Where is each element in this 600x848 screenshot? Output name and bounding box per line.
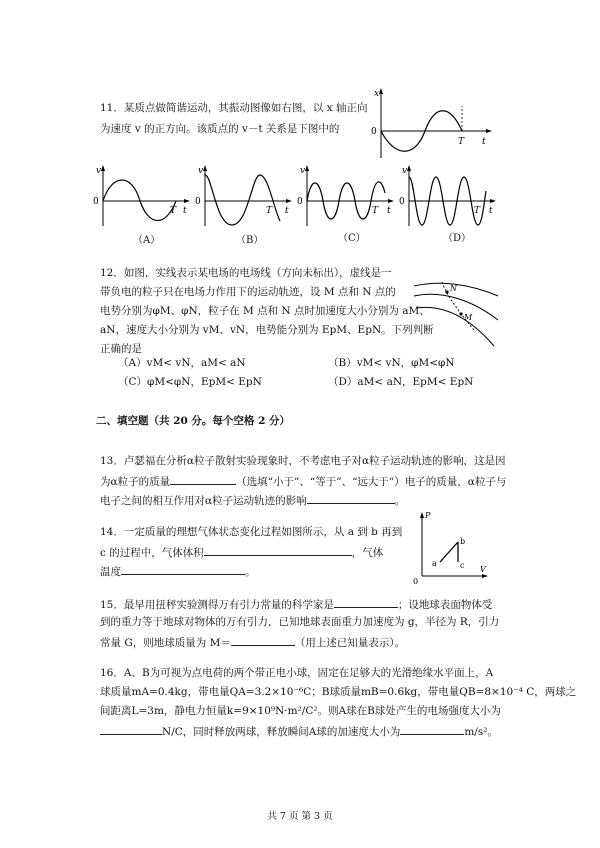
- q13-text-2a: 为α粒子的质量: [100, 476, 171, 488]
- q13-text-3b: 。: [394, 495, 406, 507]
- q14-point-b: b: [460, 537, 466, 546]
- q12-option-b: （B）vM< vN，φM<φN: [328, 357, 455, 369]
- q15-text-1b: ；设地球表面物体受: [397, 599, 493, 611]
- q11-a-origin: 0: [93, 197, 99, 207]
- q11-a-t: t: [183, 206, 187, 216]
- q12-line2: 带负电的粒子只在电场力作用下的运动轨迹，设 M 点和 N 点的: [100, 286, 396, 298]
- section-2-heading: 二、填空题（共 20 分。每个空格 2 分）: [96, 415, 291, 427]
- q12-line4: aN，速度大小分别为 vM、vN，电势能分别为 EpM、EpN。下列判断: [100, 324, 434, 336]
- q16-blank-2[interactable]: [400, 723, 464, 735]
- q16-line3: 间距离L=3m，静电力恒量k=9×10⁹N·m²/C²。则A球在B球处产生的电场强度大小为: [100, 705, 501, 717]
- q14-line2: [100, 544, 383, 560]
- q15-blank-1[interactable]: [334, 596, 398, 608]
- q12-point-n: N: [450, 284, 457, 293]
- q11-option-a-graph: [92, 163, 192, 228]
- q14-p-label: P: [425, 511, 431, 520]
- q13-line3: [100, 492, 405, 508]
- q12-line5: 正确的是: [100, 343, 142, 355]
- q16-blank-1[interactable]: [100, 723, 162, 735]
- q11-option-b-label: （B）: [236, 235, 264, 246]
- q15-blank-2[interactable]: [231, 634, 295, 646]
- q13-line1: 13．卢瑟福在分析α粒子散射实验现象时，不考虑电子对α粒子运动轨迹的影响，这是因: [100, 455, 506, 467]
- q16-line2: 球质量mA=0.4kg，带电量QA=3.2×10⁻⁶C；B球质量mB=0.6kg，带电量QB=8×10⁻⁴ C，两球之: [100, 686, 577, 698]
- q12-line1: 12．如图，实线表示某电场的电场线（方向未标出），虚线是一: [100, 267, 392, 279]
- q15-line1: [100, 596, 492, 612]
- q12-option-a: （A）vM< vN，aM< aN: [118, 357, 246, 369]
- q16-line1: 16．A、B为可视为点电荷的两个带正电小球，固定在足够大的光滑绝缘水平面上，A: [100, 667, 494, 679]
- q11-b-T: T: [266, 206, 273, 216]
- q14-text-3a: 温度: [100, 566, 121, 578]
- q11-option-c-label: （C）: [338, 233, 366, 244]
- q14-point-a: a: [432, 559, 437, 568]
- q15-line3: [100, 634, 405, 650]
- q11-c-origin: 0: [297, 197, 303, 207]
- q14-blank-1[interactable]: [204, 544, 352, 556]
- q13-text-3a: 电子之间的相互作用对α粒子运动轨迹的影响: [100, 495, 307, 507]
- q11-option-d-graph: [398, 163, 498, 228]
- q14-line3: [100, 563, 256, 579]
- q11-displacement-graph: [370, 86, 495, 161]
- q16-text-4b: m/s²。: [464, 726, 498, 738]
- q12-option-d: （D）aM< aN，EpM< EpN: [328, 376, 474, 388]
- q11-a-v-label: v: [96, 166, 102, 176]
- q14-point-c: c: [460, 561, 465, 570]
- q11-d-v-label: v: [402, 166, 408, 176]
- q14-text-3b: 。: [245, 566, 256, 578]
- q12-line3: 电势分别为φM、φN，粒子在 M 点和 N 点时加速度大小分别为 aM、: [100, 305, 430, 317]
- q11-option-a-label: （A）: [133, 235, 161, 246]
- q14-origin: 0: [413, 577, 419, 586]
- q11-d-T: T: [474, 206, 481, 216]
- q11-top-t: t: [482, 137, 486, 147]
- q11-option-d-label: （D）: [443, 233, 472, 244]
- q11-line1: 11．某质点做简谐运动，其振动图像如右图，以 x 轴正向: [100, 102, 368, 114]
- q11-line2: 为速度 v 的正方向。该质点的 v－t 关系是下图中的: [100, 123, 340, 135]
- q12-field-line-figure: [410, 278, 500, 350]
- q11-a-T: T: [170, 206, 177, 216]
- page-footer: 共 7 页 第 3 页: [267, 811, 333, 822]
- q11-c-T: T: [372, 206, 379, 216]
- q11-c-t: t: [387, 206, 391, 216]
- q16-line4: [100, 723, 498, 739]
- q14-v-label: V: [480, 565, 486, 574]
- q11-option-b-graph: [194, 163, 294, 228]
- q11-top-T: T: [458, 137, 465, 147]
- q11-option-c-graph: [296, 163, 396, 228]
- q11-b-t: t: [285, 206, 289, 216]
- q11-top-x-label: x: [374, 89, 380, 99]
- q11-b-v-label: v: [198, 166, 204, 176]
- q16-text-4a: N/C，同时释放两球，释放瞬间A球的加速度大小为: [162, 726, 401, 738]
- q12-point-m: M: [464, 313, 473, 322]
- q15-text-3b: （用上述已知量表示）。: [294, 637, 406, 649]
- q11-d-t: t: [489, 206, 493, 216]
- q14-text-2b: ，气体: [351, 547, 384, 559]
- q14-pv-diagram: [410, 508, 490, 586]
- q13-blank-2[interactable]: [307, 492, 395, 504]
- q15-text-1a: 15．最早用扭秤实验测得万有引力常量的科学家是: [100, 599, 334, 611]
- q13-text-2b: （选填“小于”、“等于”、“远大于”）电子的质量，α粒子与: [236, 476, 507, 488]
- q15-text-3a: 常量 G，则地球质量为 M＝: [100, 637, 231, 649]
- q11-top-origin: 0: [371, 127, 377, 137]
- q13-blank-1[interactable]: [170, 473, 236, 485]
- q14-blank-2[interactable]: [121, 563, 245, 575]
- q11-c-v-label: v: [300, 166, 306, 176]
- q14-text-2a: c 的过程中，气体体积: [100, 547, 204, 559]
- q15-line2: 到的重力等于地球对物体的万有引力，已知地球表面重力加速度为 g，半径为 R，引力: [100, 616, 500, 628]
- q12-option-c: （C）φM<φN，EpM< EpN: [118, 376, 262, 388]
- q14-line1: 14．一定质量的理想气体状态变化过程如图所示，从 a 到 b 再到: [100, 526, 403, 538]
- q11-d-origin: 0: [399, 197, 405, 207]
- q13-line2: [100, 473, 506, 489]
- q11-b-origin: 0: [195, 197, 201, 207]
